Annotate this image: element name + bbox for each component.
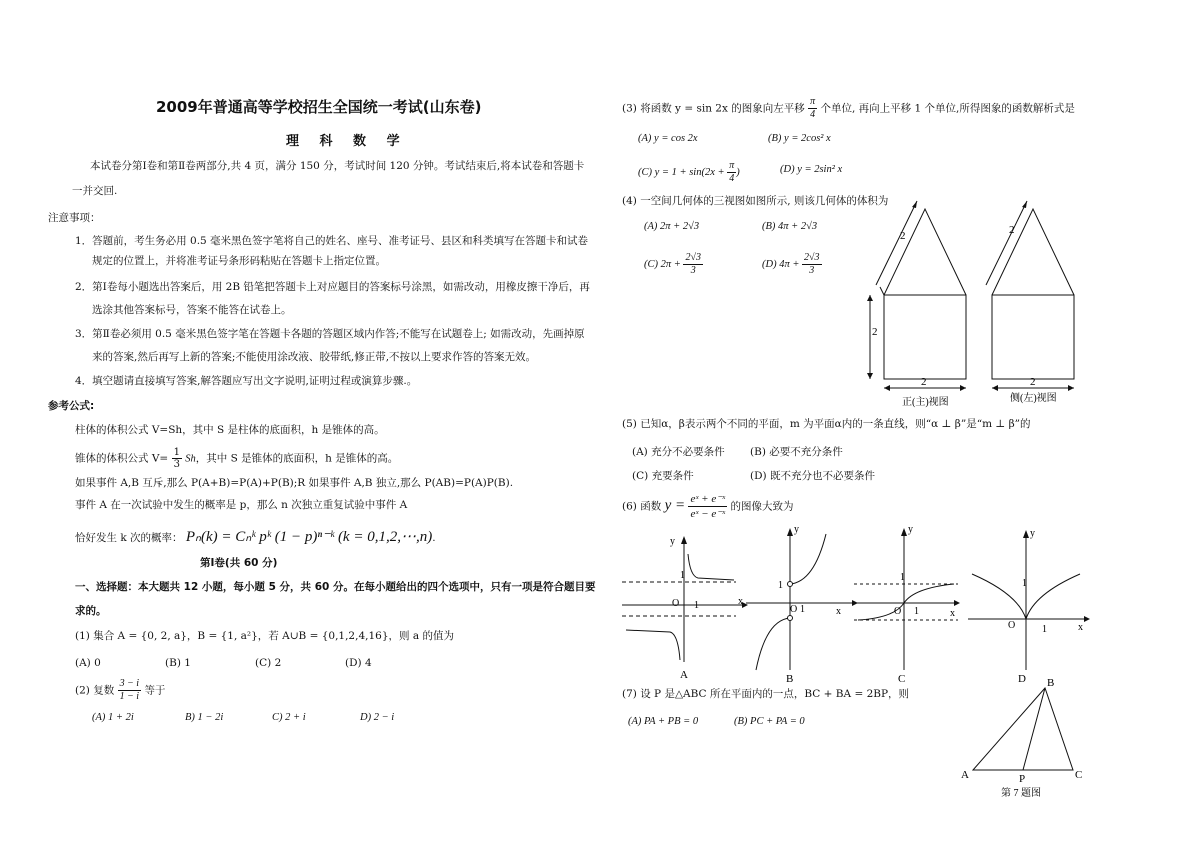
formula-2-text: 锥体的体积公式 V=: [75, 452, 169, 465]
graph-c-one: 1: [900, 572, 905, 583]
graph-a-one: 1: [680, 570, 685, 581]
fraction-denominator: 1 − i: [119, 691, 140, 702]
fraction-denominator: eˣ − e⁻ˣ: [690, 508, 726, 520]
front-view-triangle: [884, 209, 966, 295]
q3-c-fraction: [727, 160, 736, 185]
graph-b-one: 1: [778, 580, 783, 591]
graph-b-label: B: [786, 673, 794, 685]
graph-a-x: x: [738, 596, 743, 607]
q4-c-pre: (C) 2π +: [644, 258, 681, 270]
fraction-denominator: 3: [173, 459, 180, 470]
note-3b: 来的答案,然后再写上新的答案;不能使用涂改液、胶带纸,修正带,不按以上要求作答的答案无效。: [92, 351, 537, 363]
side-view-triangle: [992, 209, 1074, 295]
q3-option-b: (B) y = 2cos² x: [768, 133, 831, 144]
fraction-numerator: 2√3: [804, 252, 820, 263]
q4-d-fraction: [802, 252, 822, 277]
q3-option-d: (D) y = 2sin² x: [780, 164, 843, 175]
front-view-square: [884, 295, 966, 379]
q7-stem: (7) 设 P 是△ABC 所在平面内的一点，BC + BA = 2BP，则: [622, 688, 910, 700]
graph-d-label: D: [1018, 673, 1026, 685]
graph-c-x-one: 1: [914, 606, 919, 617]
front-height-label: 2: [872, 326, 878, 338]
graph-d: [968, 534, 1088, 670]
fraction-numerator: π: [810, 96, 816, 107]
q7-triangle-figure: [955, 674, 1090, 804]
q1-option-b: (B) 1: [165, 657, 191, 669]
graph-c-y: y: [908, 524, 913, 535]
graph-d-x: x: [1078, 622, 1083, 633]
point-p-label: P: [1019, 773, 1026, 785]
q4-option-d: [762, 252, 822, 277]
q4-option-a: (A) 2π + 2√3: [644, 221, 700, 232]
q4-d-pre: (D) 4π +: [762, 258, 800, 270]
formula-2-sh: Sh: [185, 453, 196, 465]
side-view-square: [992, 295, 1074, 379]
part1-heading: 第Ⅰ卷(共 60 分): [200, 557, 278, 569]
q3-option-a: (A) y = cos 2x: [638, 133, 698, 144]
fraction-numerator: 2√3: [685, 252, 701, 263]
side-slant-dim-line: [986, 201, 1027, 285]
q5-option-c: (C) 充要条件: [632, 470, 694, 482]
q6-post: 的图像大致为: [730, 500, 794, 513]
q6-graphs-figure: [618, 522, 1100, 690]
note-1a: 1．答题前，考生务必用 0.5 毫米黑色签字笔将自己的姓名、座号、准考证号、县区和科类填写在答题卡和试卷: [75, 235, 589, 247]
fraction-denominator: 3: [809, 265, 815, 276]
graph-b-origin: O: [790, 604, 798, 615]
graph-c: [854, 534, 958, 670]
page-title: 2009年普通高等学校招生全国统一考试(山东卷): [156, 98, 482, 116]
front-width-label: 2: [921, 376, 927, 388]
q3-fraction: [808, 96, 817, 121]
graph-b-x-one: 1: [800, 604, 805, 615]
graph-c-origin: O: [894, 606, 902, 617]
q2-fraction: [118, 678, 142, 703]
q5-stem: (5) 已知α，β表示两个不同的平面，m 为平面α内的一条直线，则“α ⊥ β”是“m ⊥ β”的: [622, 418, 1031, 430]
graph-a-x-one: 1: [694, 600, 699, 611]
q3-post: 个单位, 再向上平移 1 个单位,所得图象的函数解析式是: [820, 102, 1075, 115]
note-3a: 3．第Ⅱ卷必须用 0.5 毫米黑色签字笔在答题卡各题的答题区域内作答;不能写在试题卷上; 如需改动，先画掉原: [75, 328, 585, 340]
graph-d-x-one: 1: [1042, 624, 1047, 635]
fraction-numerator: π: [729, 160, 735, 171]
triangle-abc: [973, 688, 1073, 770]
side-view-caption: 侧(左)视图: [1010, 393, 1057, 404]
q2-option-b: B) 1 − 2i: [185, 712, 224, 723]
q5-option-a: (A) 充分不必要条件: [632, 446, 725, 458]
q6-pre: (6) 函数: [622, 500, 662, 513]
intro-line-2: 一并交回.: [72, 185, 118, 197]
note-2b: 选涂其他答案标号，答案不能答在试卷上。: [92, 304, 292, 316]
formula-5: [75, 527, 436, 546]
fraction-denominator: 3: [690, 265, 696, 276]
q1-option-a: (A) 0: [75, 657, 101, 669]
side-width-label: 2: [1030, 376, 1036, 388]
q5-option-d: (D) 既不充分也不必要条件: [750, 470, 875, 482]
page-subtitle: 理 科 数 学: [286, 134, 408, 149]
q6-y: y =: [664, 497, 686, 514]
q2-post: 等于: [144, 684, 166, 697]
formula-3: 如果事件 A,B 互斥,那么 P(A+B)=P(A)+P(B);R 如果事件 A,B 独立,那么 P(AB)=P(A)P(B).: [75, 477, 514, 489]
note-4: 4．填空题请直接填写答案,解答题应写出文字说明,证明过程或演算步骤.。: [75, 375, 418, 387]
section1-line-a: 一、选择题：本大题共 12 小题，每小题 5 分，共 60 分。在每小题给出的四个选项中，只有一项是符合题目要: [75, 581, 596, 593]
graph-a-origin: O: [672, 598, 680, 609]
front-slant-label: 2: [900, 230, 906, 242]
notes-heading: 注意事项：: [48, 212, 101, 224]
formula-5-label: 恰好发生 k 次的概率：: [75, 532, 183, 544]
q1-option-d: (D) 4: [345, 657, 372, 669]
graph-d-one: 1: [1022, 578, 1027, 589]
fraction-denominator: 4: [729, 173, 735, 184]
graph-c-label: C: [898, 673, 906, 685]
q2-option-d: D) 2 − i: [360, 712, 395, 723]
q6-stem: [622, 492, 793, 521]
q7-option-a: (A) PA + PB = 0: [628, 716, 699, 727]
graph-b: [746, 534, 856, 670]
fraction-numerator: eˣ + e⁻ˣ: [690, 493, 726, 505]
point-c-label: C: [1075, 769, 1083, 781]
graph-a-label: A: [680, 669, 688, 681]
q1-stem: (1) 集合 A = {0, 2, a}，B = {1, a²}，若 A∪B = {0,1,2,4,16}，则 a 的值为: [75, 630, 454, 642]
point-a-label: A: [961, 769, 969, 781]
formula-2-fraction: [172, 447, 182, 470]
q3-option-c: [638, 160, 740, 185]
formulas-heading: 参考公式:: [48, 400, 95, 412]
formula-4: 事件 A 在一次试验中发生的概率是 p，那么 n 次独立重复试验中事件 A: [75, 499, 408, 511]
formula-5-dot: .: [432, 532, 436, 544]
graph-b-y: y: [794, 524, 799, 535]
note-2a: 2．第Ⅰ卷每小题选出答案后，用 2B 铅笔把答题卡上对应题目的答案标号涂黑，如需改动，用橡皮擦干净后，再: [75, 281, 590, 293]
q1-option-c: (C) 2: [255, 657, 282, 669]
q6-fraction: [688, 492, 727, 521]
q7-option-b: (B) PC + PA = 0: [734, 716, 805, 727]
q3-pre: (3) 将函数 y = sin 2x 的图象向左平移: [622, 102, 805, 115]
point-b-label: B: [1047, 677, 1055, 689]
q3-stem: [622, 96, 1075, 121]
fraction-numerator: 1: [173, 447, 180, 458]
q2-pre: (2) 复数: [75, 684, 115, 697]
q4-option-b: (B) 4π + 2√3: [762, 221, 818, 232]
front-view-caption: 正(主)视图: [902, 397, 949, 408]
q4-c-fraction: [683, 252, 703, 277]
note-1b: 规定的位置上，并将准考证号条形码粘贴在答题卡上指定位置。: [92, 255, 386, 267]
formula-1: 柱体的体积公式 V=Sh，其中 S 是柱体的底面积，h 是锥体的高。: [75, 424, 385, 436]
graph-b-x: x: [836, 606, 841, 617]
q5-option-b: (B) 必要不充分条件: [750, 446, 843, 458]
q7-figure-caption: 第 7 题图: [1001, 788, 1041, 799]
intro-line-1: 本试卷分第Ⅰ卷和第Ⅱ卷两部分,共 4 页，满分 150 分，考试时间 120 分钟。考试结束后,将本试卷和答题卡: [90, 160, 585, 172]
graph-d-origin: O: [1008, 620, 1016, 631]
graph-a-y: y: [670, 536, 675, 547]
fraction-numerator: 3 − i: [119, 678, 140, 689]
front-slant-dim-line: [876, 201, 917, 285]
formula-2-tail: ，其中 S 是锥体的底面积，h 是锥体的高。: [195, 452, 399, 465]
graph-a: [622, 544, 746, 662]
q2-stem: [75, 678, 165, 703]
side-slant-label: 2: [1009, 224, 1015, 236]
fraction-denominator: 4: [810, 109, 816, 120]
q3-c-post: ): [736, 166, 740, 178]
section1-line-b: 求的。: [75, 605, 107, 617]
graph-c-x: x: [950, 608, 955, 619]
q3-c-pre: (C) y = 1 + sin(2x +: [638, 166, 725, 178]
graph-d-y: y: [1030, 528, 1035, 539]
q2-option-a: (A) 1 + 2i: [92, 712, 134, 723]
q4-option-c: [644, 252, 703, 277]
q4-stem: (4) 一空间几何体的三视图如图所示, 则该几何体的体积为: [622, 195, 889, 207]
q2-option-c: C) 2 + i: [272, 712, 306, 723]
formula-2: [75, 447, 398, 470]
binomial-probability-formula: Pₙ(k) = Cₙᵏ pᵏ (1 − p)ⁿ⁻ᵏ (k = 0,1,2,⋯,n): [185, 529, 433, 545]
q4-three-views-figure: [862, 195, 1087, 410]
